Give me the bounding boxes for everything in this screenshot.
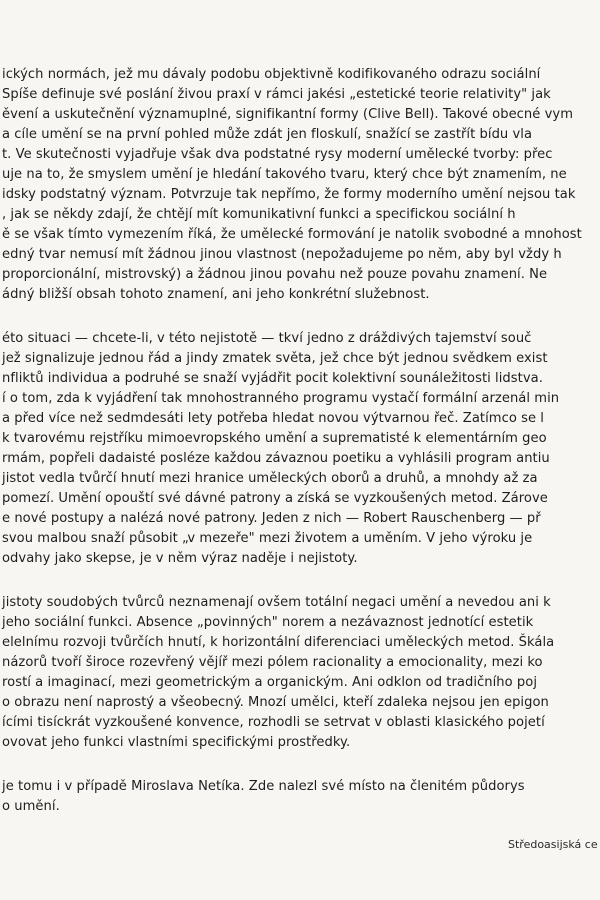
text-line: ě se však tímto vymezením říká, že umělecké formování je natolik svobodné a mnohost <box>2 227 582 242</box>
text-line: rmám, popřeli dadaisté posléze každou závaznou poetiku a vyhlásili program antiu <box>2 451 550 466</box>
text-line: a před více než sedmdesáti lety potřeba hledat novou výtvarnou řeč. Zatímco se l <box>2 411 544 426</box>
text-line: idsky podstatný význam. Potvrzuje tak nepřímo, že formy moderního umění nejsou tak <box>2 187 576 202</box>
text-line: ických normách, jež mu dávaly podobu objektivně kodifikovaného odrazu sociální <box>2 67 541 82</box>
text-line: nfliktů individua a podruhé se snaží vyjádřit pocit kolektivní sounáležitosti lidstva. <box>2 371 543 386</box>
text-line: a cíle umění se na první pohled může zdát jen floskulí, snažící se zastřít bídu vla <box>2 127 533 142</box>
text-line: ovovat jeho funkci vlastními specifickými prostředky. <box>2 735 351 750</box>
text-line: ádný bližší obsah tohoto znamení, ani jeho konkrétní služebnost. <box>2 287 430 302</box>
text-line: o umění. <box>2 799 60 814</box>
footer-caption: Středoasijská ce <box>508 838 598 851</box>
text-line: ěvení a uskutečnění významuplné, signifikantní formy (Clive Bell). Takové obecné vym <box>2 107 573 122</box>
text-line: pomezí. Umění opouští své dávné patrony a získá se vyzkoušených metod. Zárove <box>2 491 548 506</box>
text-line: odvahy jako skepse, je v něm výraz naděje i nejistoty. <box>2 551 358 566</box>
text-line: edný tvar nemusí mít žádnou jinou vlastnost (nepožadujeme po něm, aby byl vždy h <box>2 247 562 262</box>
text-line: jistot vedla tvůrčí hnutí mezi hranice uměleckých oborů a druhů, a mnohdy až za <box>2 471 538 486</box>
text-line: , jak se někdy zdají, že chtějí mít komunikativní funkci a specifickou sociální h <box>2 207 516 222</box>
text-line: je tomu i v případě Miroslava Netíka. Zde nalezl své místo na členitém půdorys <box>2 779 525 794</box>
text-line: jež signalizuje jednou řád a jindy zmatek světa, jež chce být jednou svědkem exist <box>2 351 548 366</box>
text-line: e nové postupy a nalézá nové patrony. Jeden z nich — Robert Rauschenberg — př <box>2 511 541 526</box>
text-line: názorů tvoří široce rozevřený vějíř mezi pólem racionality a emocionality, mezi ko <box>2 655 543 670</box>
text-line: jistoty soudobých tvůrců neznamenají ovšem totální negaci umění a nevedou ani k <box>2 595 551 610</box>
text-line: o obrazu není naprostý a všeobecný. Mnozí umělci, kteří zdaleka nejsou jen epigon <box>2 695 549 710</box>
text-line: Spíše definuje své poslání živou praxí v rámci jakési „estetické teorie relativity" jak <box>2 87 551 102</box>
text-line: elelnímu rozvoji tvůrčích hnutí, k horizontální diferenciaci uměleckých metod. Škála <box>2 635 555 650</box>
text-line: k tvarovému rejstříku mimoevropského umění a suprematisté k elementárním geo <box>2 431 547 446</box>
text-line: proporcionální, mistrovský) a žádnou jinou povahu než pouze povahu znamení. Ne <box>2 267 548 282</box>
text-line: ícími tisíckrát vyzkoušené konvence, rozhodli se setrvat v oblasti klasického pojetí <box>2 715 545 730</box>
text-line: rostí a imaginací, mezi geometrickým a organickým. Ani odklon od tradičního poj <box>2 675 538 690</box>
text-line: éto situaci — chcete-li, v této nejistotě — tkví jedno z dráždivých tajemství souč <box>2 331 532 346</box>
text-line: jeho sociální funkci. Absence „povinných" norem a nezávaznost jednotící estetik <box>2 615 534 630</box>
text-line: svou malbou snaží působit „v mezeře" mezi životem a uměním. V jeho výroku je <box>2 531 533 546</box>
text-line: uje na to, že smyslem umění je hledání takového tvaru, který chce být znamením, ne <box>2 167 567 182</box>
text-line: t. Ve skutečnosti vyjadřuje však dva podstatné rysy moderní umělecké tvorby: přec <box>2 147 553 162</box>
text-line: í o tom, zda k vyjádření tak mnohostranného programu vystačí formální arzenál min <box>2 391 560 406</box>
